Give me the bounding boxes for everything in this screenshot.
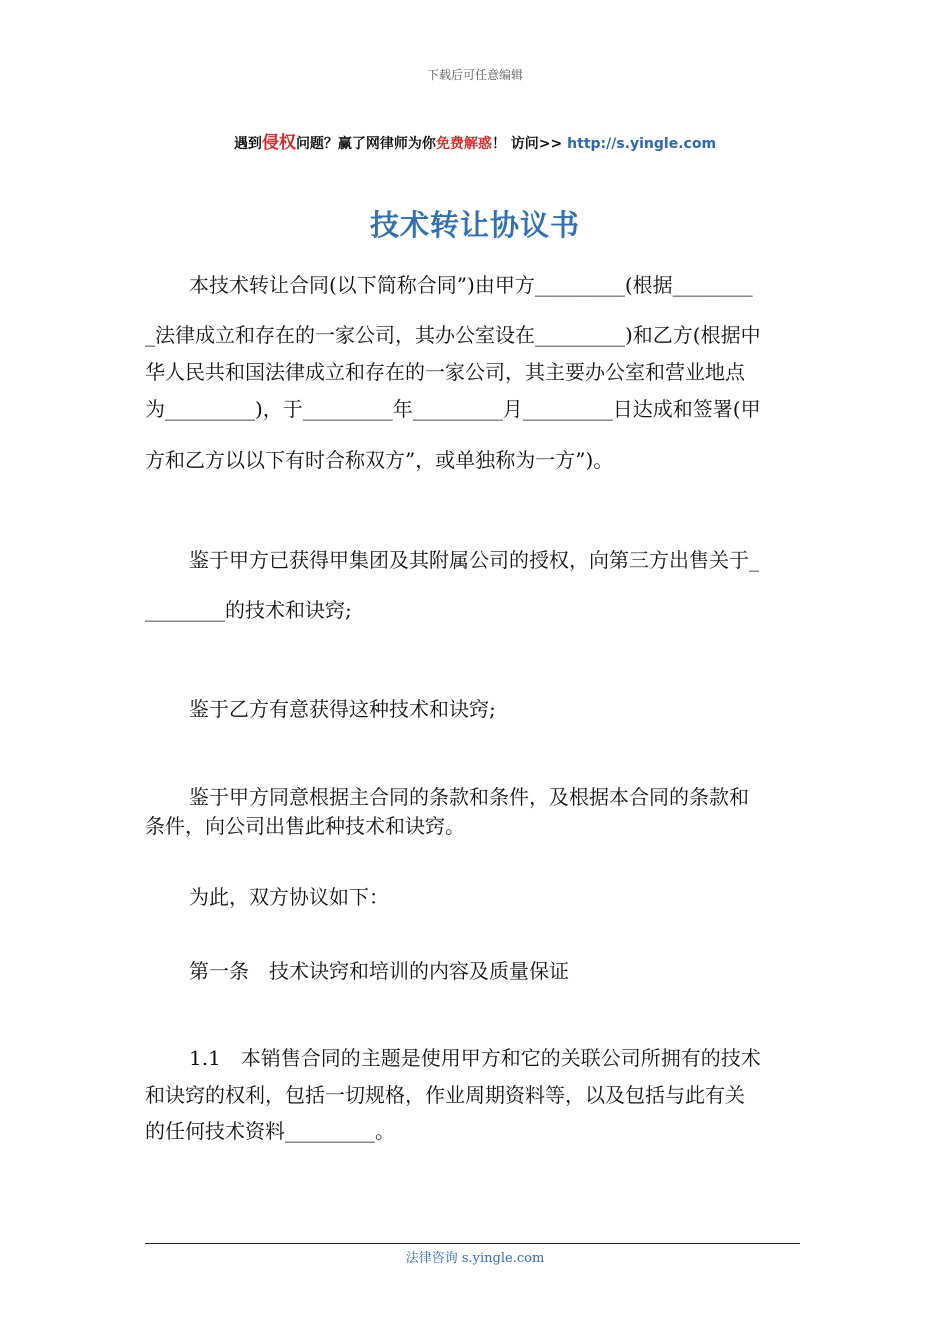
paragraph-line: 鉴于甲方同意根据主合同的条款和条件，及根据本合同的条款和: [189, 785, 749, 809]
paragraph-line: 华人民共和国法律成立和存在的一家公司，其主要办公室和营业地点: [145, 360, 745, 384]
paragraph-line: 鉴于乙方有意获得这种技术和诀窍;: [189, 697, 496, 721]
section-heading: 第一条 技术诀窍和培训的内容及质量保证: [189, 959, 569, 983]
paragraph-line: ________的技术和诀窍;: [145, 598, 352, 622]
banner-highlight-free: 免费解惑: [435, 136, 492, 152]
paragraph-line: 鉴于甲方已获得甲集团及其附属公司的授权，向第三方出售关于_: [189, 548, 759, 572]
paragraph-line: 方和乙方以以下有时合称双方”，或单独称为一方”)。: [145, 448, 614, 472]
paragraph-line: 的任何技术资料_________。: [145, 1119, 395, 1143]
promo-banner: [0, 128, 950, 153]
paragraph-line: 条件，向公司出售此种技术和诀窍。: [145, 814, 465, 838]
paragraph-line: 本技术转让合同(以下简称合同”)由甲方_________(根据________: [189, 273, 753, 297]
banner-text-2: 问题？赢了网律师为你: [295, 136, 436, 152]
paragraph-line: 1.1 本销售合同的主题是使用甲方和它的关联公司所拥有的技术: [189, 1046, 761, 1070]
paragraph-line: 为_________)，于_________年_________月_________日达成和签署(甲: [145, 397, 761, 421]
paragraph-line: 和诀窍的权利，包括一切规格，作业周期资料等，以及包括与此有关: [145, 1083, 745, 1107]
footer-text: 法律咨询 s.yingle.com: [405, 1251, 545, 1266]
paragraph-line: _法律成立和存在的一家公司，其办公室设在_________)和乙方(根据中: [145, 323, 761, 347]
banner-highlight-infringement: 侵权: [261, 133, 296, 153]
banner-text-1: 遇到: [233, 136, 262, 152]
footer-divider: [145, 1243, 800, 1244]
header-note: 下载后可任意编辑: [426, 68, 523, 82]
banner-text-3: ！ 访问>>: [491, 136, 568, 152]
paragraph-line: 为此，双方协议如下：: [189, 885, 389, 909]
banner-link[interactable]: http://s.yingle.com: [567, 136, 717, 152]
document-title: 技术转让协议书: [369, 208, 580, 242]
